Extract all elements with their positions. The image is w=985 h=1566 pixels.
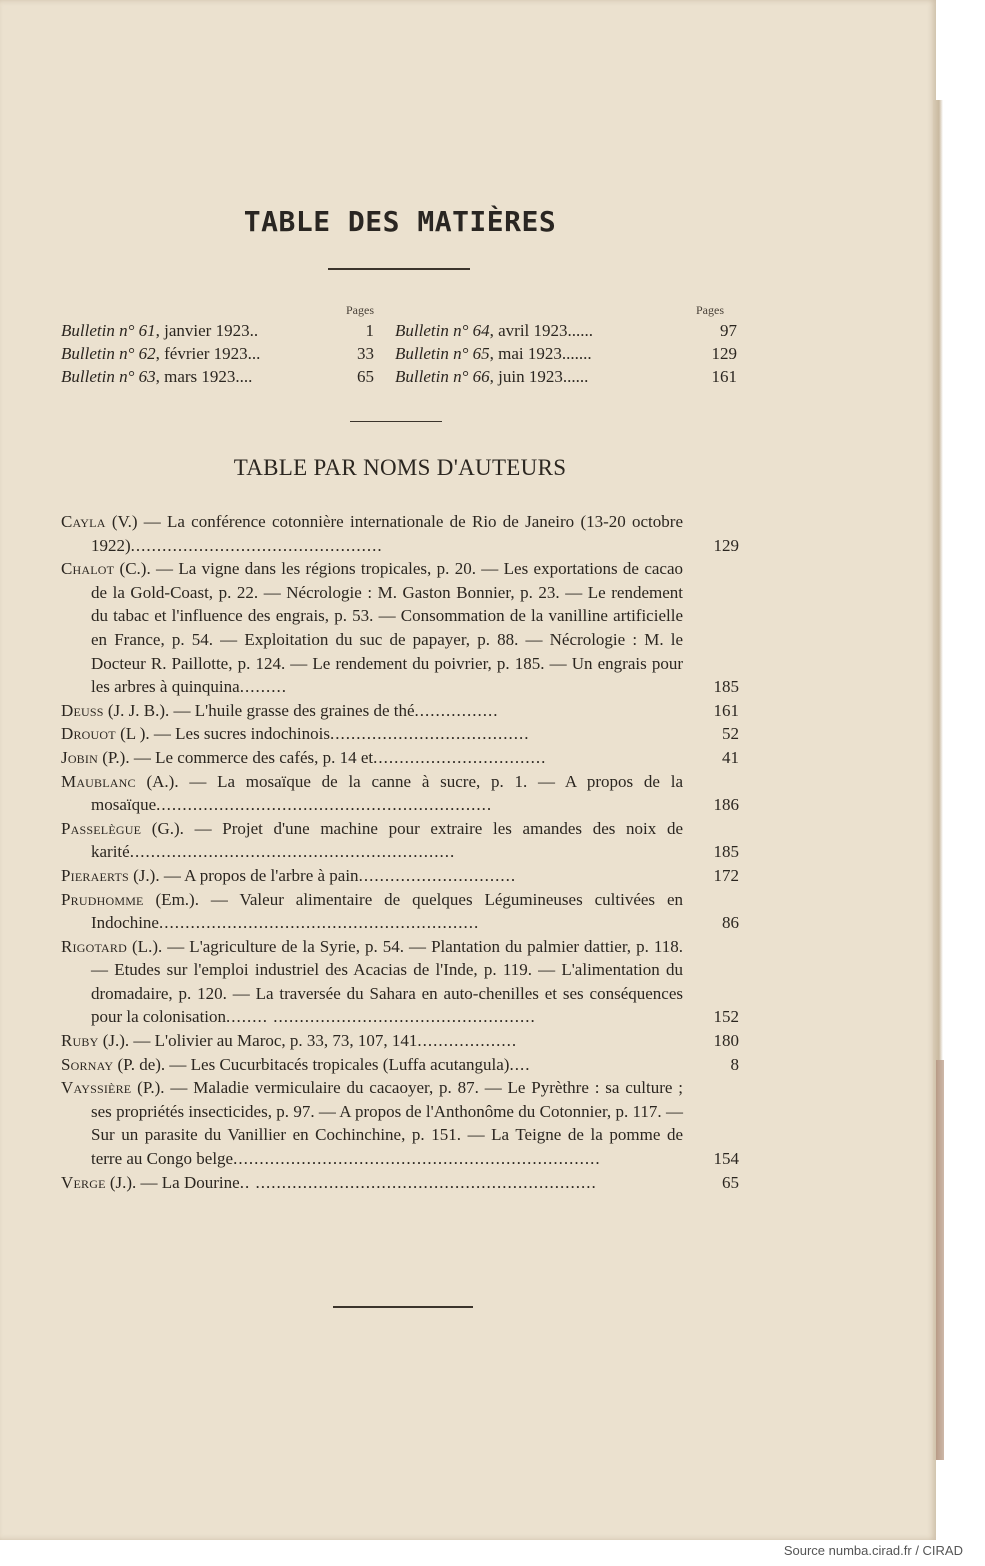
bulletin-page: 65 (357, 367, 374, 386)
author-name: Passelègue (61, 818, 142, 838)
source-credit: Source numba.cirad.fr / CIRAD (783, 1543, 963, 1558)
index-entry: Passelègue (G.). — Projet d'une machine pour extraire les amandes des noix de karité.............................................................. 185 (61, 818, 739, 862)
entry-text: (J. J. B.). — L'huile grasse des graines de thé (103, 700, 415, 720)
dot-leader: ................................. (373, 747, 547, 767)
bulletin-date: , février 1923... (155, 344, 261, 363)
author-name: Deuss (61, 700, 104, 720)
dot-leader: ...................................... (330, 724, 530, 744)
index-entry: Verge (J.). — La Dourine.. ................................................................. 65 (61, 1172, 739, 1192)
bulletin-row (395, 320, 593, 342)
bulletin-page: 97 (720, 321, 737, 340)
author-index (61, 510, 741, 1194)
author-name: Sornay (61, 1054, 114, 1074)
bulletin-page: 33 (357, 344, 374, 363)
bulletin-date: , janvier 1923.. (155, 321, 259, 340)
entry-text: (P.). — Le commerce des cafés, p. 14 et (97, 747, 374, 767)
bulletin-row (395, 366, 588, 388)
dot-leader: ................................................ (130, 535, 383, 555)
entry-text: (L ). — Les sucres indochinois (115, 724, 330, 744)
index-entry: Pieraerts (J.). — A propos de l'arbre à pain.............................. 172 (61, 865, 739, 885)
bulletin-label: Bulletin n° 62 (61, 344, 156, 363)
index-entry: Chalot (C.). — La vigne dans les régions tropicales, p. 20. — Les exportations de cacao de la Gold-Coast, p. 22. — Nécrologie : M. Gaston Bonnier, p. 23. — Le rendement du tabac et l'influence des engrais, p. 53. — Consommation de la vanilline artificielle en France, p. 54. — Exploitation du suc de papayer, p. 88. — Nécrologie : M. le Docteur R. Paillotte, p. 124. — Le rendement du poivrier, p. 185. — Un engrais pour les arbres à quinquina......... 185 (61, 559, 739, 697)
index-entry: Rigotard (L.). — L'agriculture de la Syrie, p. 54. — Plantation du palmier dattier, p. 118. — Etudes sur l'emploi industriel des Acacias de l'Inde, p. 119. — L'alimentation du dromadaire, p. 120. — La traversée du Sahara en auto-chenilles et ses conséquences pour la colonisation........ .................................................. 152 (61, 936, 739, 1027)
dot-leader: ................... (417, 1031, 518, 1051)
bulletin-label: Bulletin n° 63 (61, 367, 156, 386)
page-title: TABLE DES MATIÈRES (243, 205, 557, 238)
entry-text: (J.). — A propos de l'arbre à pain (128, 865, 359, 885)
entry-text: (V.) — La conférence cotonnière internationale de Rio de Janeiro (13-20 octobre 1922) (91, 512, 683, 555)
dot-leader: .... (509, 1054, 531, 1074)
bulletin-date: , juin 1923...... (489, 367, 589, 386)
bulletin-page: 161 (711, 367, 737, 386)
dot-leader: .............................................................. (129, 842, 456, 862)
index-entry: Jobin (P.). — Le commerce des cafés, p. 14 et................................. 41 (61, 747, 739, 767)
entry-text: (P. de). — Les Cucurbitacés tropicales (Luffa acutangula) (113, 1054, 510, 1074)
index-entry: Cayla (V.) — La conférence cotonnière internationale de Rio de Janeiro (13-20 octobre 1922)................................................ 129 (61, 512, 739, 555)
author-name: Maublanc (61, 771, 136, 791)
dot-leader: ......... (239, 677, 287, 697)
bulletin-label: Bulletin n° 64 (395, 321, 490, 340)
entry-text: (A.). — La mosaïque de la canne à sucre, p. 1. — A propos de la mosaïque (91, 771, 683, 815)
author-name: Pieraerts (61, 865, 129, 885)
dot-leader: ...................................................................... (233, 1149, 601, 1169)
index-entry: Drouot (L ). — Les sucres indochinois...................................... 52 (61, 724, 739, 744)
entry-text: (P.). — Maladie vermiculaire du cacaoyer, p. 87. — Le Pyrèthre : sa culture ; ses propriétés insecticides, p. 97. — A propos de l'Anthonôme du Cotonnier, p. 117. — Sur un parasite du Vanillier en Cochinchine, p. 151. — La Teigne de la pomme de terre au Congo belge (91, 1078, 683, 1169)
bulletin-date: , avril 1923...... (489, 321, 594, 340)
bulletin-page: 1 (365, 321, 374, 340)
entry-text: (J.). — La Dourine (105, 1172, 240, 1192)
bulletin-row (395, 343, 592, 365)
bulletin-row (61, 366, 252, 388)
dot-leader: ................................................................ (156, 795, 493, 815)
bulletin-date: , mai 1923....... (489, 344, 592, 363)
index-entry: Maublanc (A.). — La mosaïque de la canne à sucre, p. 1. — A propos de la mosaïque................................................................ 186 (61, 771, 739, 815)
dot-leader: ........ .................................................. (226, 1007, 536, 1027)
index-entry: Vayssière (P.). — Maladie vermiculaire du cacaoyer, p. 87. — Le Pyrèthre : sa culture ; ses propriétés insecticides, p. 97. — A propos de l'Anthonôme du Cotonnier, p. 117. — Sur un parasite du Vanillier en Cochinchine, p. 151. — La Teigne de la pomme de terre au Congo belge...................................................................... 154 (61, 1078, 739, 1169)
entry-text: (J.). — L'olivier au Maroc, p. 33, 73, 107, 141 (98, 1031, 418, 1051)
author-name: Verge (61, 1172, 106, 1192)
author-name: Prudhomme (61, 889, 144, 909)
bulletin-label: Bulletin n° 66 (395, 367, 490, 386)
dot-leader: .............................. (358, 865, 517, 885)
bulletin-label: Bulletin n° 65 (395, 344, 490, 363)
entry-text: (Em.). — Valeur alimentaire de quelques Légumineuses cultivées en Indochine (91, 889, 683, 933)
pages-label-left: Pages (346, 303, 374, 317)
dot-leader: ............................................................. (158, 913, 480, 933)
index-entry: Sornay (P. de). — Les Cucurbitacés tropicales (Luffa acutangula).... 8 (61, 1054, 739, 1074)
section-title: TABLE PAR NOMS D'AUTEURS (233, 455, 567, 480)
index-entry: Prudhomme (Em.). — Valeur alimentaire de quelques Légumineuses cultivées en Indochine............................................................. 86 (61, 889, 739, 933)
pages-label-right: Pages (696, 303, 724, 317)
title-divider (328, 268, 470, 270)
author-name: Chalot (61, 559, 115, 579)
bulletin-row (61, 343, 260, 365)
author-name: Rigotard (61, 936, 127, 956)
end-divider (333, 1306, 473, 1308)
bulletin-row (61, 320, 258, 342)
author-name: Ruby (61, 1031, 99, 1051)
page-edge-shadow (936, 1060, 944, 1460)
index-entry: Ruby (J.). — L'olivier au Maroc, p. 33, 73, 107, 141................... 180 (61, 1031, 739, 1051)
author-name: Drouot (61, 724, 116, 744)
section-divider (350, 421, 442, 422)
author-name: Vayssière (61, 1078, 132, 1098)
entry-text: (G.). — Projet d'une machine pour extraire les amandes des noix de karité (91, 818, 683, 862)
author-name: Cayla (61, 512, 106, 531)
bulletin-label: Bulletin n° 61 (61, 321, 156, 340)
bulletin-date: , mars 1923.... (155, 367, 253, 386)
bulletin-page: 129 (711, 344, 737, 363)
index-entry: Deuss (J. J. B.). — L'huile grasse des graines de thé................ 161 (61, 700, 739, 720)
author-name: Jobin (61, 747, 98, 767)
dot-leader: ................ (414, 700, 499, 720)
entry-text: (L.). — L'agriculture de la Syrie, p. 54. — Plantation du palmier dattier, p. 118. — Etudes sur l'emploi industriel des Acacias de l'Inde, p. 119. — L'alimentation du dromadaire, p. 120. — La traversée du Sahara en auto-chenilles et ses conséquences pour la colonisation (91, 936, 683, 1027)
entry-text: (C.). — La vigne dans les régions tropicales, p. 20. — Les exportations de cacao de la Gold-Coast, p. 22. — Nécrologie : M. Gaston Bonnier, p. 23. — Le rendement du tabac et l'influence des engrais, p. 53. — Consommation de la vanilline artificielle en France, p. 54. — Exploitation du suc de papayer, p. 88. — Nécrologie : M. le Docteur R. Paillotte, p. 124. — Le rendement du poivrier, p. 185. — Un engrais pour les arbres à quinquina (91, 559, 683, 697)
dot-leader: .. ................................................................. (239, 1172, 597, 1192)
